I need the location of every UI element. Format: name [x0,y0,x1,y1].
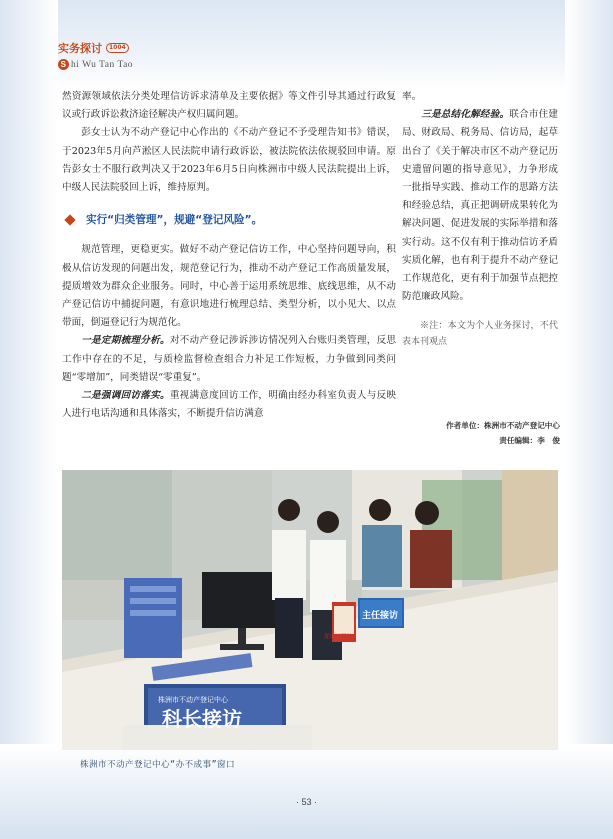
paragraph-body: 对不动产登记涉诉涉访情况列入台账归类管理，反思工作中存在的不足，与质检监督检查组合力补足工作短板，力争做到同类问题“零增加”，同类错误“零重复”。 [62,335,397,383]
paragraph [62,332,396,387]
paragraph [402,106,558,306]
paragraph-lead: 二是强调回访落实。 [81,390,170,402]
desk-sign-main-text: 科长接访 [162,707,242,731]
section-initial-icon: S [58,59,69,70]
section-pinyin [58,59,133,70]
right-decoration-band [565,0,613,839]
section-badge: 1004 [106,43,129,53]
page-header [58,40,133,70]
page-number: · 53 · [295,797,317,807]
red-sign-text: 党员示范岗 [324,634,352,640]
paragraph: 率。 [402,91,422,102]
left-decoration-band [0,0,58,839]
paragraph: 彭女士认为不动产登记中心作出的《不动产登记不予受理告知书》错误，于2023年5月向芦淞区人民法院申请行政诉讼，被法院依法依规驳回申请。原告彭女士不服行政判决又于2023年6月5日向株洲市中级人民法院提出上诉，中级人民法院驳回上诉，维持原判。 [62,127,396,194]
paragraph-body: 重视满意度回访工作，明确由经办科室负责人与反映人进行电话沟通和具体落实，不断提升信访满意 [62,390,397,420]
office-photo-illustration [62,470,558,750]
side-column [402,88,558,350]
section-title: 实务探讨 [58,42,102,55]
author-unit: 作者单位：株洲市不动产登记中心 [446,421,560,430]
paragraph-lead: 一是定期梳理分析。 [81,335,170,347]
paragraph-body: 联合市住建局、财政局、税务局、信访局，起草出台了《关于解决市区不动产登记历史遗留问题的指导意见》，力争形成一批指导实践、推动工作的思路方法和经验总结，真正把调研成果转化为解决问题、促进发展的实际举措和落实行动。这不仅有利于推动信访矛盾实质化解，也有利于提升不动产登记工作规范化，更有利于加强节点把控防范廉政风险。 [402,109,559,303]
section-heading [62,211,396,229]
photo-caption: 株洲市不动产登记中心“办不成事”窗口 [80,760,236,770]
editorial-note: ※注：本文为个人业务探讨，不代表本刊观点 [402,321,558,348]
responsible-editor: 责任编辑：李 俊 [499,436,560,445]
side-sign-text: 主任接访 [362,611,399,621]
paragraph-lead: 三是总结化解经验。 [421,109,510,121]
article-credits [402,418,560,448]
section-label [58,40,133,56]
section-pinyin-text: hi Wu Tan Tao [71,59,134,70]
paragraph [62,387,396,423]
paragraph: 规范管理，更稳更实。做好不动产登记信访工作，中心坚持问题导向，积极从信访发现的问题出发，规范登记行为，推动不动产登记工作高质量发展，提质增效为群众企业服务。同时，中心善于运用系统思维、底线思维，从不动产登记信访中捕捉问题，有意识地进行梳理总结、类型分析，以小见大、以点带面，倒逼登记行为规范化。 [62,244,396,329]
section-heading-text: 实行“归类管理”，规避“登记风险”。 [86,214,263,227]
desk-sign-small-text: 株洲市不动产登记中心 [158,696,228,704]
office-photo [62,470,558,750]
diamond-bullet-icon [64,215,75,226]
paragraph: 然资源领域依法分类处理信访诉求清单及主要依据》等文件引导其通过行政复议或行政诉讼救济途径解决产权归属问题。 [62,91,396,121]
main-column [62,88,396,423]
